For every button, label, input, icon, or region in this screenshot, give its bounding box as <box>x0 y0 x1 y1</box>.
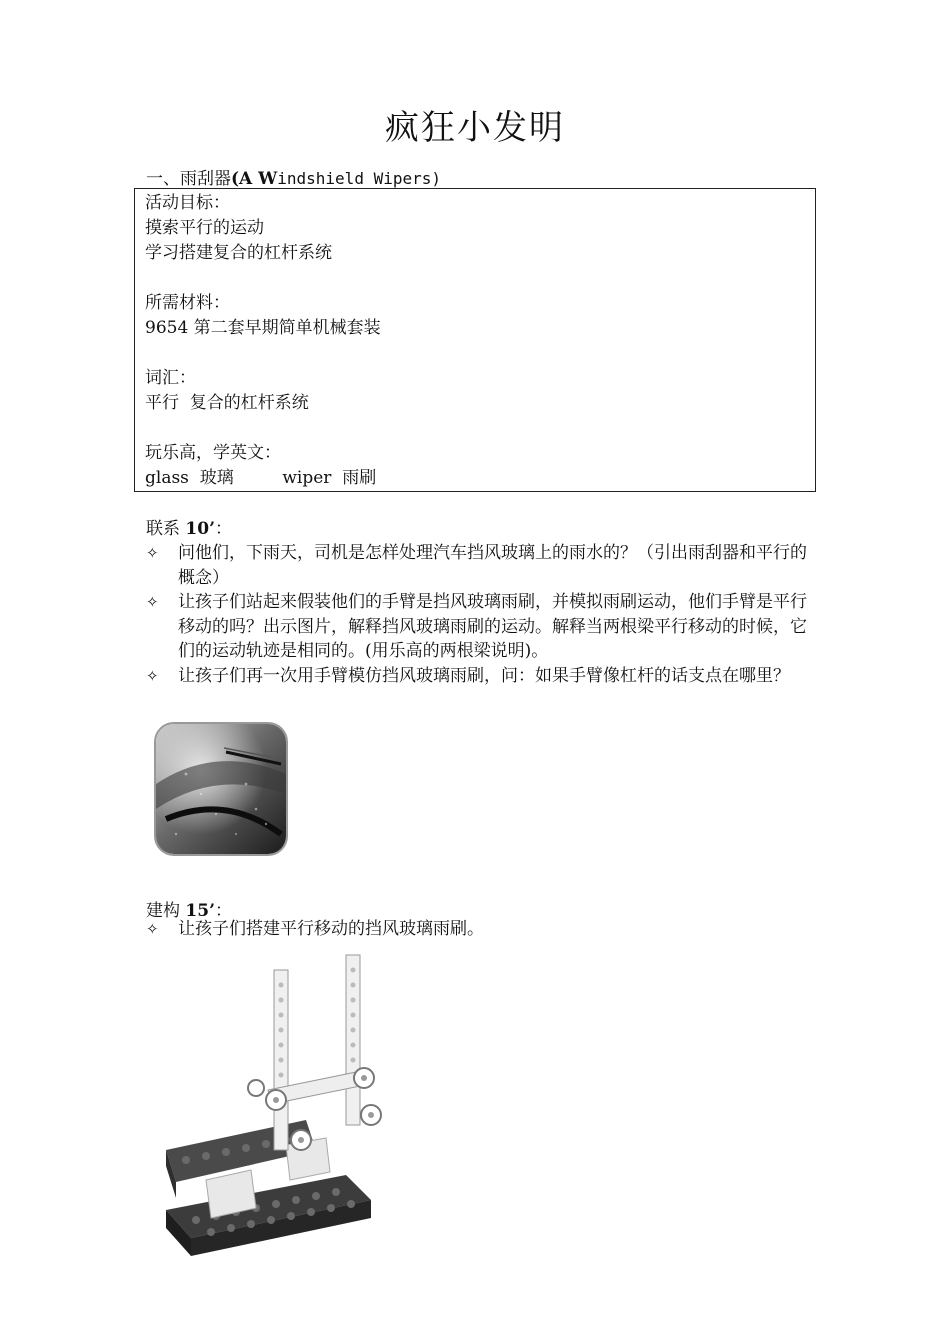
list-item-text: 让孩子们搭建平行移动的挡风玻璃雨刷。 <box>178 919 484 939</box>
box-line: 所需材料： <box>145 293 230 313</box>
bullet-diamond-icon: ✧ <box>146 544 159 562</box>
box-line <box>145 341 815 366</box>
connect-time: 10’ <box>185 519 215 539</box>
list-item <box>146 664 810 689</box>
bullet-diamond-icon: ✧ <box>146 593 159 611</box>
box-line: 9654 第二套早期简单机械套装 <box>145 318 381 338</box>
box-line: 活动目标： <box>145 193 230 213</box>
list-item <box>146 590 810 664</box>
box-line: 词汇： <box>145 368 196 388</box>
list-item-text: 让孩子们站起来假装他们的手臂是挡风玻璃雨刷，并模拟雨刷运动，他们手臂是平行移动的吗？出示图片，解释挡风玻璃雨刷的运动。解释当两根梁平行移动的时候，它们的运动轨迹是相同的。(用乐高的两根梁说明)。 <box>178 592 807 661</box>
objectives-box <box>134 188 816 492</box>
box-line: 玩乐高，学英文： <box>145 443 281 463</box>
windshield-photo-icon <box>156 724 286 854</box>
list-item-text: 让孩子们再一次用手臂模仿挡风玻璃雨刷，问：如果手臂像杠杆的话支点在哪里？ <box>178 666 790 686</box>
list-item-text: 问他们，下雨天，司机是怎样处理汽车挡风玻璃上的雨水的？（引出雨刮器和平行的概念） <box>178 543 807 588</box>
lego-wiper-model <box>156 950 406 1270</box>
section-heading-rest: indshield Wipers) <box>277 169 442 188</box>
bullet-diamond-icon: ✧ <box>146 667 159 685</box>
windshield-wiper-photo <box>154 722 288 856</box>
section-heading <box>146 164 441 189</box>
bullet-diamond-icon: ✧ <box>146 920 159 938</box>
box-line: 平行 复合的杠杆系统 <box>145 393 309 413</box>
page-title: 疯狂小发明 <box>385 108 565 148</box>
connect-label <box>146 514 232 539</box>
lego-model-icon <box>156 950 406 1270</box>
box-line <box>145 266 815 291</box>
section-heading-bold: (A W <box>231 169 278 189</box>
construct-label-text: 建构 <box>146 901 186 921</box>
box-line: glass 玻璃 wiper 雨刷 <box>145 468 377 488</box>
list-item <box>146 917 810 942</box>
box-line: 学习搭建复合的杠杆系统 <box>145 243 332 263</box>
connect-label-text: 联系 <box>146 519 186 539</box>
section-heading-prefix: 一、雨刮器 <box>146 169 231 189</box>
connect-colon: ： <box>214 519 232 539</box>
box-line <box>145 416 815 441</box>
box-line: 摸索平行的运动 <box>145 218 264 238</box>
list-item <box>146 541 810 590</box>
construct-colon: ： <box>214 901 232 921</box>
construct-time: 15’ <box>185 901 215 921</box>
